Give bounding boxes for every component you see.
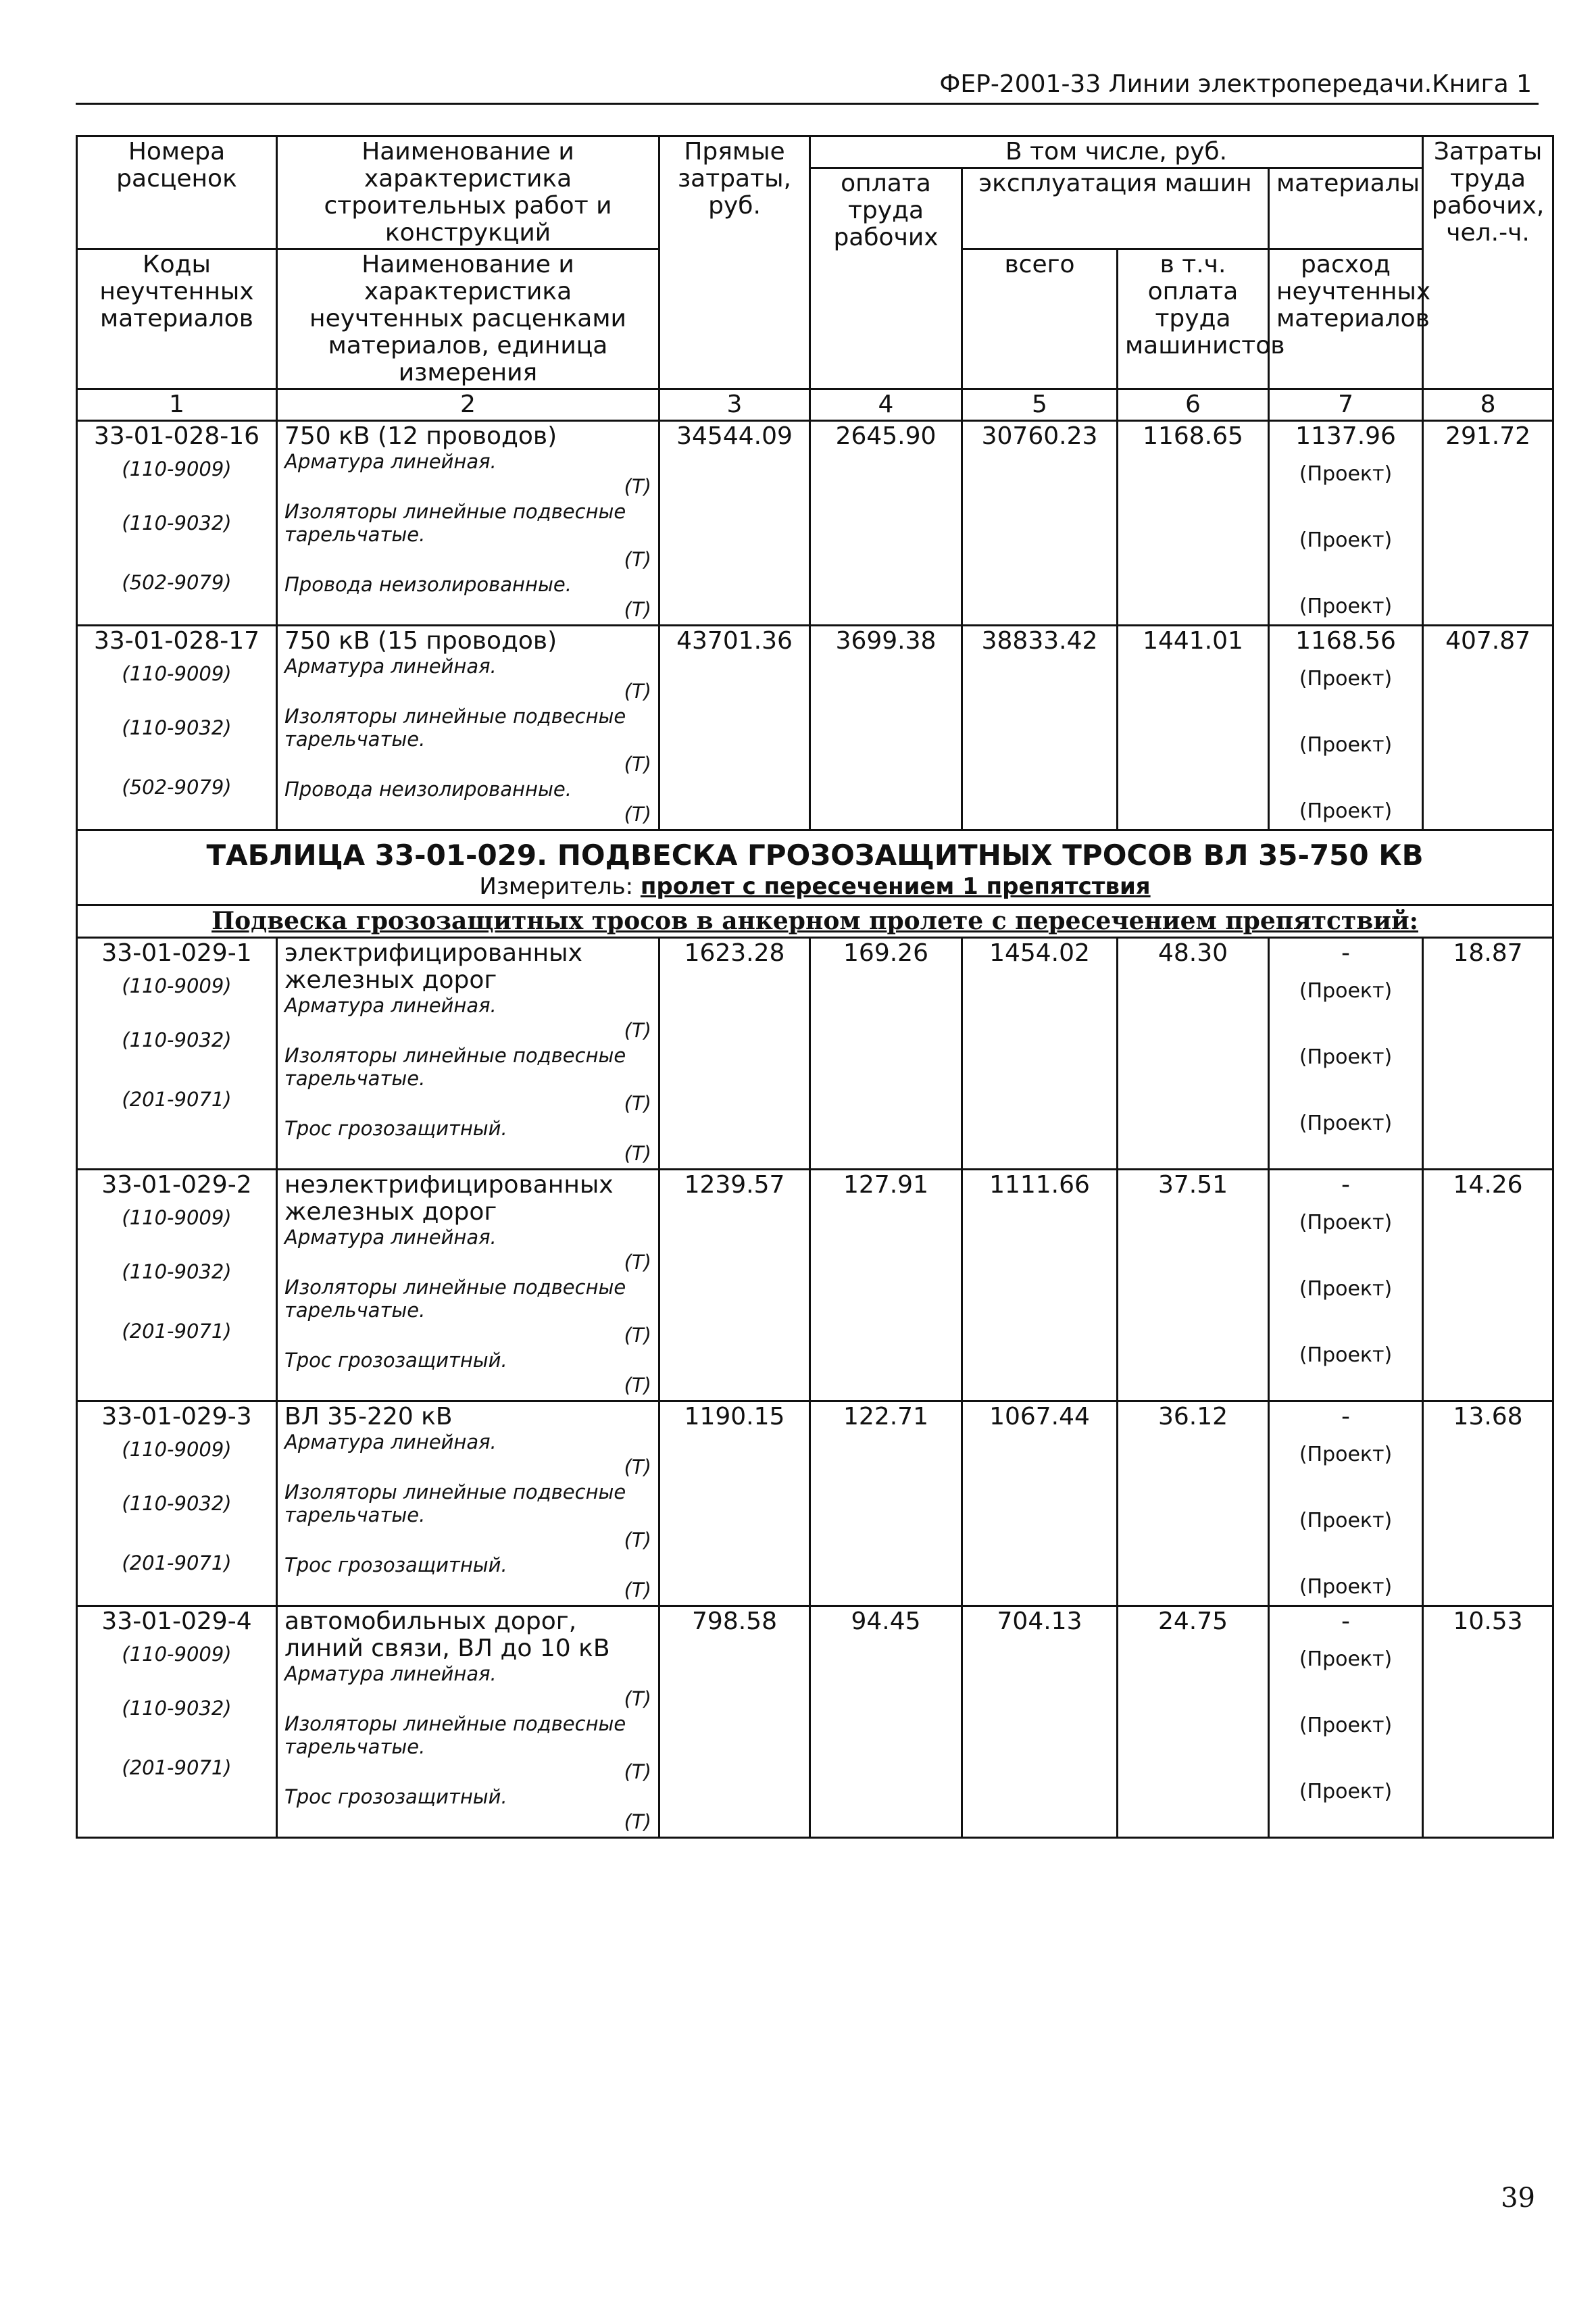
rates-table xyxy=(76,135,1554,1839)
machine-cost: 1454.02 xyxy=(962,938,1118,1170)
material-name: Изоляторы линейные подвесные тарельчатые. xyxy=(284,1480,626,1526)
meter-value: пролет с пересечением 1 препятствия xyxy=(640,873,1151,900)
rate-name: 750 кВ (15 проводов) xyxy=(284,627,557,655)
material-project: (Проект) xyxy=(1299,667,1393,691)
material-project: (Проект) xyxy=(1299,1780,1393,1803)
material-project: (Проект) xyxy=(1299,1714,1393,1737)
material-project: (Проект) xyxy=(1299,733,1393,757)
direct-cost: 1239.57 xyxy=(659,1170,810,1401)
material-unit: (Т) xyxy=(624,1251,651,1274)
material-code: (201-9071) xyxy=(122,1088,232,1111)
materials-cell xyxy=(1269,421,1423,626)
code-cell xyxy=(77,1606,277,1838)
material-name: Изоляторы линейные подвесные тарельчатые. xyxy=(284,705,626,751)
material-name: Изоляторы линейные подвесные тарельчатые. xyxy=(284,500,626,546)
machinist-cost: 37.51 xyxy=(1118,1170,1269,1401)
labor-hours: 10.53 xyxy=(1423,1606,1553,1838)
material-unit: (Т) xyxy=(624,1455,651,1478)
material-unit: (Т) xyxy=(624,1092,651,1115)
direct-cost: 1623.28 xyxy=(659,938,810,1170)
material-project: (Проект) xyxy=(1299,799,1393,823)
page-header xyxy=(76,68,1539,105)
machinist-cost: 48.30 xyxy=(1118,938,1269,1170)
material-unit: (Т) xyxy=(624,1578,651,1601)
material-code: (110-9032) xyxy=(122,512,232,534)
material-code: (110-9009) xyxy=(122,1438,232,1461)
table-title-cell xyxy=(77,830,1553,905)
material-unit: (Т) xyxy=(624,598,651,621)
material-code: (110-9009) xyxy=(122,662,232,685)
colnum-1: 1 xyxy=(77,389,277,421)
meter-line xyxy=(84,873,1545,900)
material-project: (Проект) xyxy=(1299,1443,1393,1466)
code-cell xyxy=(77,1170,277,1401)
materials-cell xyxy=(1269,938,1423,1170)
name-cell xyxy=(277,421,659,626)
material-project: (Проект) xyxy=(1299,462,1393,486)
materials-cell xyxy=(1269,1401,1423,1606)
material-unit: (Т) xyxy=(624,1687,651,1710)
rate-code: 33-01-029-3 xyxy=(101,1403,252,1430)
labor-cost: 122.71 xyxy=(810,1401,962,1606)
labor-hours: 407.87 xyxy=(1423,626,1553,830)
colnum-7: 7 xyxy=(1269,389,1423,421)
material-project: (Проект) xyxy=(1299,1343,1393,1367)
rate-code: 33-01-028-17 xyxy=(93,627,260,655)
material-project: (Проект) xyxy=(1299,595,1393,618)
name-cell xyxy=(277,1170,659,1401)
material-code: (110-9009) xyxy=(122,457,232,480)
table-title-row xyxy=(77,830,1553,905)
colnum-3: 3 xyxy=(659,389,810,421)
labor-cost: 169.26 xyxy=(810,938,962,1170)
labor-cost: 2645.90 xyxy=(810,421,962,626)
labor-hours: 291.72 xyxy=(1423,421,1553,626)
machinist-cost: 1441.01 xyxy=(1118,626,1269,830)
material-unit: (Т) xyxy=(624,1760,651,1783)
material-name: Изоляторы линейные подвесные тарельчатые. xyxy=(284,1044,626,1090)
machine-cost: 30760.23 xyxy=(962,421,1118,626)
rate-row xyxy=(77,1401,1553,1606)
colnum-8: 8 xyxy=(1423,389,1553,421)
table-title: ТАБЛИЦА 33-01-029. ПОДВЕСКА ГРОЗОЗАЩИТНЫХ ТРОСОВ ВЛ 35-750 КВ xyxy=(206,839,1424,872)
material-project: (Проект) xyxy=(1299,1647,1393,1671)
colnum-5: 5 xyxy=(962,389,1118,421)
col-v-tom-chisle: В том числе, руб. xyxy=(810,136,1423,168)
material-code: (110-9032) xyxy=(122,716,232,739)
col-nomera: Номера расценок xyxy=(77,136,277,249)
material-name: Провода неизолированные. xyxy=(284,573,572,596)
col-naim-rabot: Наименование и характеристика строительных работ и конструкций xyxy=(277,136,659,249)
material-code: (110-9032) xyxy=(122,1697,232,1720)
materials-cell xyxy=(1269,1170,1423,1401)
code-cell xyxy=(77,938,277,1170)
col-rashod: расход неучтенных материалов xyxy=(1269,249,1423,389)
material-unit: (Т) xyxy=(624,475,651,498)
col-oplata: оплата труда рабочих xyxy=(810,168,962,389)
code-cell xyxy=(77,421,277,626)
header-title: ФЕР-2001-33 Линии электропередачи.Книга 1 xyxy=(939,70,1532,98)
colnum-6: 6 xyxy=(1118,389,1269,421)
page-number: 39 xyxy=(1501,2183,1535,2214)
material-name: Трос грозозащитный. xyxy=(284,1785,507,1808)
rate-row xyxy=(77,938,1553,1170)
material-name: Арматура линейная. xyxy=(284,1226,497,1249)
material-name: Провода неизолированные. xyxy=(284,778,572,801)
material-project: (Проект) xyxy=(1299,979,1393,1003)
material-name: Изоляторы линейные подвесные тарельчатые. xyxy=(284,1712,626,1758)
rate-name: электрифицированных железных дорог xyxy=(284,939,582,994)
machinist-cost: 1168.65 xyxy=(1118,421,1269,626)
col-v-tch: в т.ч. оплата труда машинистов xyxy=(1118,249,1269,389)
colnum-4: 4 xyxy=(810,389,962,421)
material-project: (Проект) xyxy=(1299,528,1393,552)
name-cell xyxy=(277,938,659,1170)
machine-cost: 704.13 xyxy=(962,1606,1118,1838)
code-cell xyxy=(77,1401,277,1606)
machinist-cost: 36.12 xyxy=(1118,1401,1269,1606)
rate-code: 33-01-029-1 xyxy=(101,939,252,967)
material-project: (Проект) xyxy=(1299,1211,1393,1235)
material-name: Арматура линейная. xyxy=(284,450,497,473)
material-unit: (Т) xyxy=(624,753,651,776)
materials-value: - xyxy=(1341,939,1351,967)
material-project: (Проект) xyxy=(1299,1112,1393,1135)
rate-row xyxy=(77,421,1553,626)
code-cell xyxy=(77,626,277,830)
materials-cell xyxy=(1269,1606,1423,1838)
header-row-1 xyxy=(77,136,1553,168)
material-unit: (Т) xyxy=(624,1019,651,1042)
section-title: Подвеска грозозащитных тросов в анкерном пролете с пересечением препятствий: xyxy=(211,907,1418,935)
material-name: Арматура линейная. xyxy=(284,655,497,678)
labor-cost: 3699.38 xyxy=(810,626,962,830)
material-unit: (Т) xyxy=(624,1142,651,1165)
material-project: (Проект) xyxy=(1299,1277,1393,1301)
rate-row xyxy=(77,626,1553,830)
rate-row xyxy=(77,1606,1553,1838)
col-vsego: всего xyxy=(962,249,1118,389)
material-code: (110-9009) xyxy=(122,1206,232,1229)
direct-cost: 798.58 xyxy=(659,1606,810,1838)
col-zatraty: Затраты труда рабочих, чел.-ч. xyxy=(1423,136,1553,389)
labor-hours: 18.87 xyxy=(1423,938,1553,1170)
materials-value: - xyxy=(1341,1171,1351,1199)
col-materialy: материалы xyxy=(1269,168,1423,249)
material-unit: (Т) xyxy=(624,1374,651,1397)
material-name: Трос грозозащитный. xyxy=(284,1553,507,1576)
machine-cost: 1111.66 xyxy=(962,1170,1118,1401)
rate-code: 33-01-028-16 xyxy=(93,422,260,450)
name-cell xyxy=(277,1401,659,1606)
labor-hours: 14.26 xyxy=(1423,1170,1553,1401)
material-name: Изоляторы линейные подвесные тарельчатые. xyxy=(284,1276,626,1322)
col-ekspl: эксплуатация машин xyxy=(962,168,1269,249)
material-name: Арматура линейная. xyxy=(284,1430,497,1453)
column-numbers-row xyxy=(77,389,1553,421)
direct-cost: 34544.09 xyxy=(659,421,810,626)
material-unit: (Т) xyxy=(624,1810,651,1833)
rate-name: 750 кВ (12 проводов) xyxy=(284,422,557,450)
material-name: Трос грозозащитный. xyxy=(284,1349,507,1372)
material-name: Арматура линейная. xyxy=(284,994,497,1017)
machine-cost: 1067.44 xyxy=(962,1401,1118,1606)
direct-cost: 1190.15 xyxy=(659,1401,810,1606)
material-code: (110-9032) xyxy=(122,1260,232,1283)
section-cell xyxy=(77,905,1553,938)
material-code: (201-9071) xyxy=(122,1551,232,1574)
material-code: (110-9009) xyxy=(122,1643,232,1666)
section-row xyxy=(77,905,1553,938)
name-cell xyxy=(277,626,659,830)
material-name: Трос грозозащитный. xyxy=(284,1117,507,1140)
material-code: (110-9009) xyxy=(122,974,232,997)
labor-cost: 127.91 xyxy=(810,1170,962,1401)
material-code: (110-9032) xyxy=(122,1492,232,1515)
rate-name: ВЛ 35-220 кВ xyxy=(284,1403,453,1430)
materials-value: - xyxy=(1341,1403,1351,1430)
material-code: (502-9079) xyxy=(122,571,232,594)
rate-name: неэлектрифицированных железных дорог xyxy=(284,1171,614,1226)
rate-name: автомобильных дорог, линий связи, ВЛ до 10 кВ xyxy=(284,1608,610,1662)
material-name: Арматура линейная. xyxy=(284,1662,497,1685)
rate-code: 33-01-029-4 xyxy=(101,1608,252,1635)
material-unit: (Т) xyxy=(624,548,651,571)
colnum-2: 2 xyxy=(277,389,659,421)
material-unit: (Т) xyxy=(624,803,651,826)
material-project: (Проект) xyxy=(1299,1575,1393,1599)
material-code: (110-9032) xyxy=(122,1028,232,1051)
col-pryamye: Прямые затраты, руб. xyxy=(659,136,810,389)
col-kody: Коды неучтенных материалов xyxy=(77,249,277,389)
materials-value: - xyxy=(1341,1608,1351,1635)
materials-value: 1168.56 xyxy=(1295,627,1396,655)
direct-cost: 43701.36 xyxy=(659,626,810,830)
material-code: (201-9071) xyxy=(122,1756,232,1779)
labor-cost: 94.45 xyxy=(810,1606,962,1838)
materials-value: 1137.96 xyxy=(1295,422,1396,450)
rate-code: 33-01-029-2 xyxy=(101,1171,252,1199)
material-unit: (Т) xyxy=(624,1324,651,1347)
material-project: (Проект) xyxy=(1299,1509,1393,1533)
material-code: (201-9071) xyxy=(122,1320,232,1343)
name-cell xyxy=(277,1606,659,1838)
materials-cell xyxy=(1269,626,1423,830)
material-unit: (Т) xyxy=(624,1528,651,1551)
meter-label: Измеритель: xyxy=(479,873,641,900)
material-unit: (Т) xyxy=(624,680,651,703)
labor-hours: 13.68 xyxy=(1423,1401,1553,1606)
machinist-cost: 24.75 xyxy=(1118,1606,1269,1838)
material-code: (502-9079) xyxy=(122,776,232,799)
material-project: (Проект) xyxy=(1299,1045,1393,1069)
machine-cost: 38833.42 xyxy=(962,626,1118,830)
rate-row xyxy=(77,1170,1553,1401)
col-naim-mat: Наименование и характеристика неучтенных расценками материалов, единица измерения xyxy=(277,249,659,389)
